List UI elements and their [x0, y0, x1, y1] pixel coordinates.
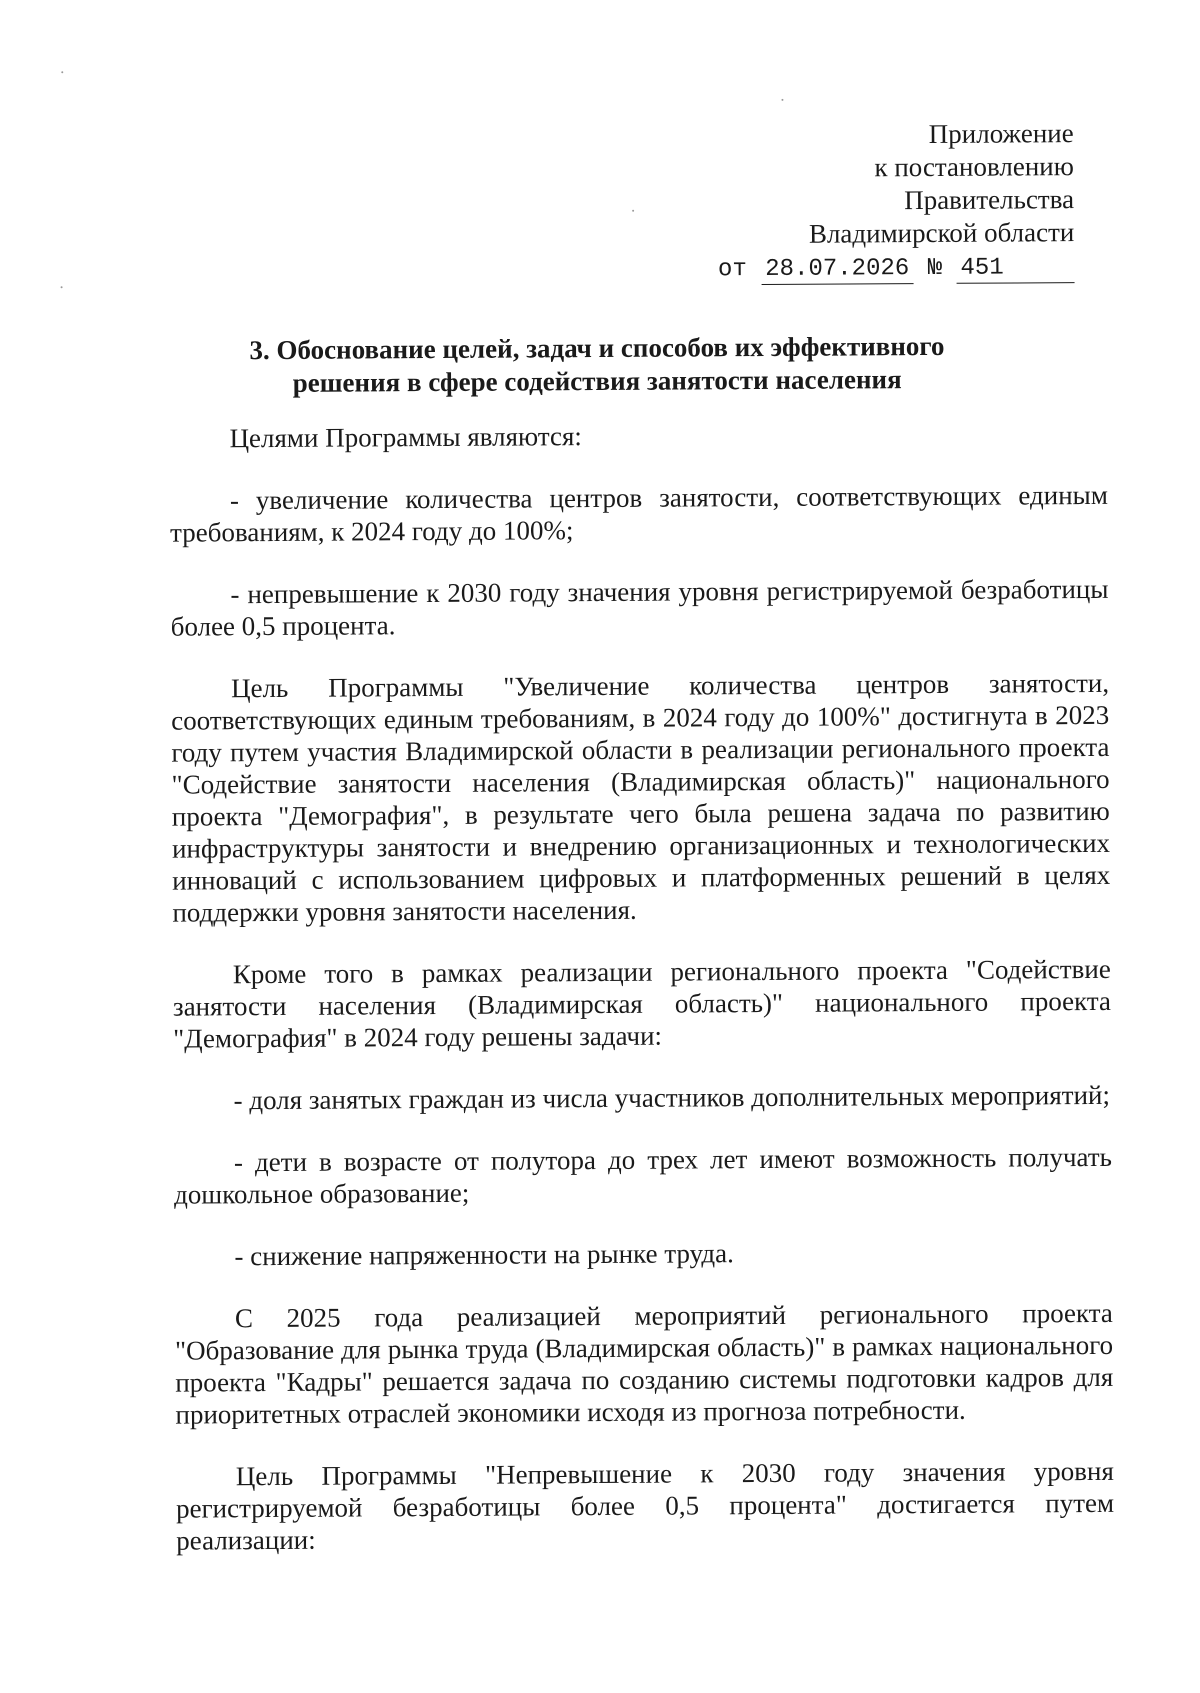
paragraph: - дети в возрасте от полутора до трех лет имеют возможность получать дошкольное образование;	[174, 1141, 1113, 1210]
paragraph: Целями Программы являются:	[229, 421, 582, 454]
paragraph: Цель Программы "Увеличение количества центров занятости, соответствующих единым требованиям, в 2024 году до 100%" достигнута в 2023 году путем участия Владимирской области в реализации регионального проекта "Содействие занятости населения (Владимирская область)" национального проекта "Демография", в результате чего была решена задача по развитию инфраструктуры занятости и внедрению организационных и технологических инноваций с использованием цифровых и платформенных решений в целях поддержки уровня занятости населения.	[171, 667, 1111, 928]
scan-speck	[61, 71, 63, 73]
section-title-line-1: 3. Обоснование целей, задач и способов их эффективного	[249, 330, 945, 366]
number-sign: №	[927, 254, 943, 282]
scan-speck	[632, 210, 634, 212]
paragraph: Цель Программы "Непревышение к 2030 году значения уровня регистрируемой безработицы более 0,5 процента" достигается путем реализации:	[175, 1455, 1115, 1556]
header-line-4: Владимирской области	[808, 217, 1075, 249]
paragraph: - снижение напряженности на рынке труда.	[234, 1238, 734, 1272]
header-line-2: к постановлению	[874, 151, 1074, 183]
document-body	[169, 417, 1114, 1587]
scan-speck	[61, 286, 63, 288]
scan-speck	[781, 99, 783, 101]
paragraph: - доля занятых граждан из числа участников дополнительных мероприятий;	[233, 1079, 1111, 1116]
paragraph: С 2025 года реализацией мероприятий регионального проекта "Образование для рынка труда (Владимирская область)" в рамках национального проекта "Кадры" решается задача по созданию системы подготовки кадров для приоритетных отраслей экономики исходя из прогноза потребности.	[174, 1297, 1114, 1430]
date-prefix: от	[717, 256, 747, 284]
decree-date-number	[718, 251, 1075, 286]
section-title	[177, 329, 1017, 400]
decree-date: 28.07.2026	[761, 255, 913, 285]
paragraph: Кроме того в рамках реализации регионального проекта "Содействие занятости населения (Владимирская область)" национального проекта "Демография" в 2024 году решены задачи:	[172, 953, 1112, 1054]
header-line-3: Правительства	[904, 184, 1075, 216]
paragraph: - непревышение к 2030 году значения уровня регистрируемой безработицы более 0,5 процента.	[170, 573, 1109, 642]
header-line-1: Приложение	[928, 118, 1074, 149]
section-title-line-2: решения в сфере содействия занятости населения	[292, 364, 902, 398]
paragraph: - увеличение количества центров занятости, соответствующих единым требованиям, к 2024 году до 100%;	[169, 479, 1108, 548]
appendix-header	[717, 117, 1074, 286]
decree-number: 451	[956, 254, 1074, 284]
